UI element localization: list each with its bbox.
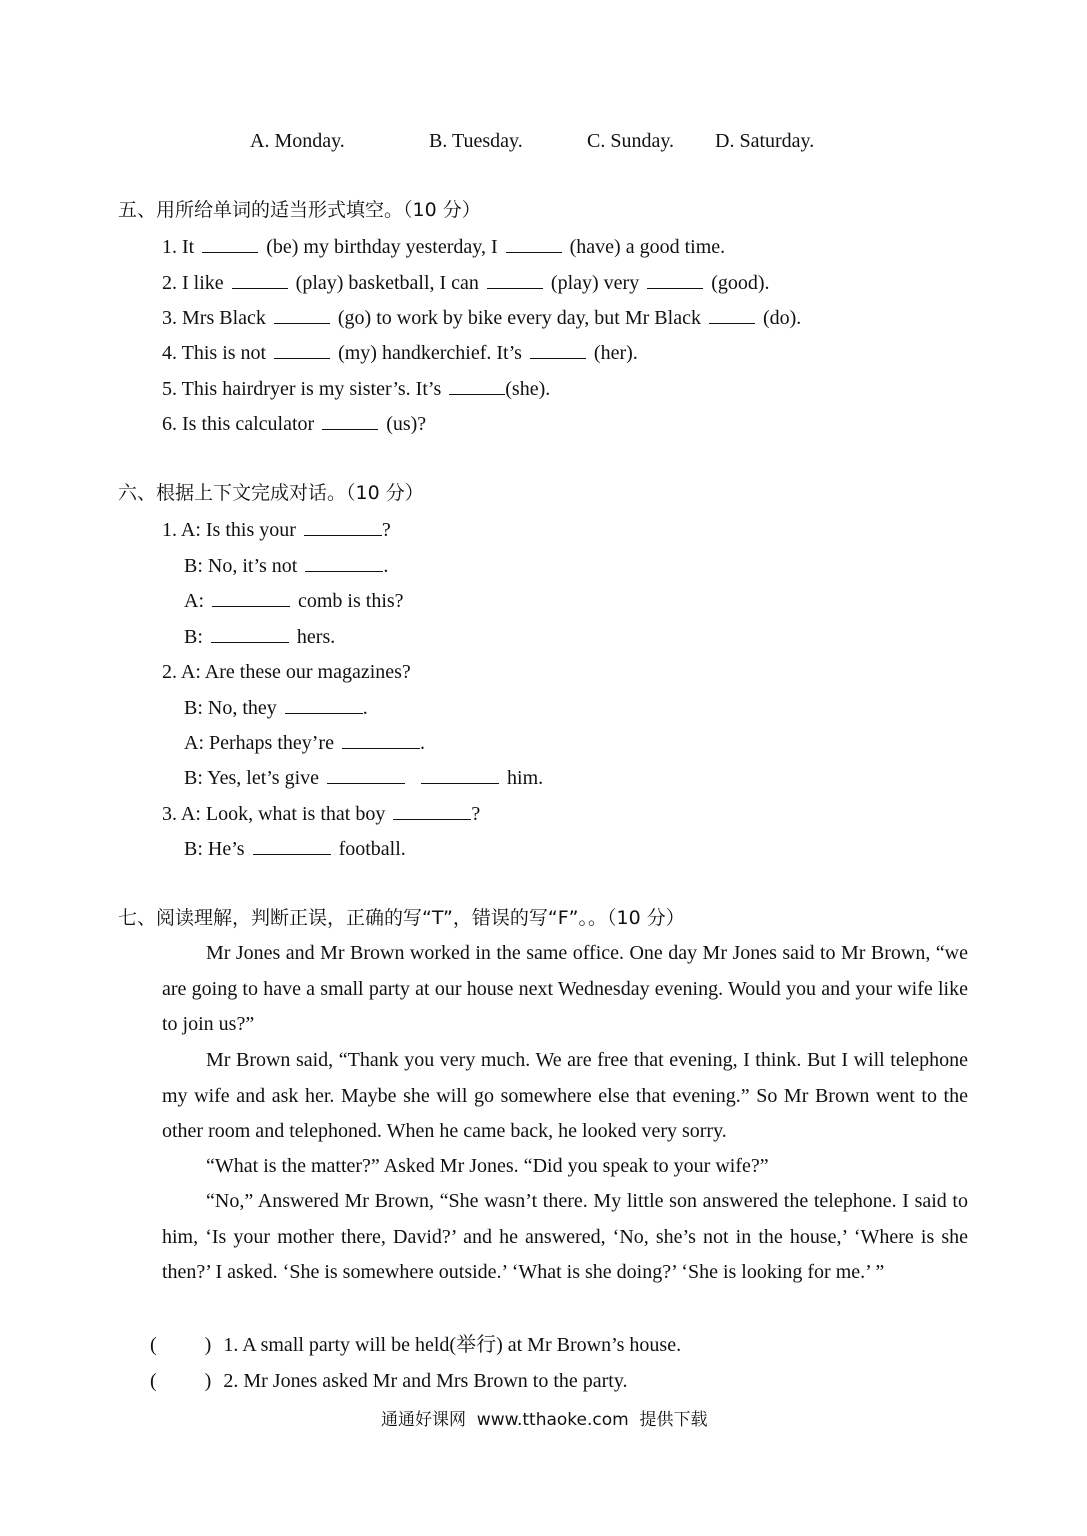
- answer-blank[interactable]: [487, 274, 543, 289]
- answer-blank[interactable]: [449, 380, 505, 395]
- option-c: C. Sunday.: [587, 130, 675, 152]
- s5-item-text: 3. Mrs Black: [162, 307, 266, 329]
- s5-item-text: (be) my birthday yesterday, I: [266, 236, 498, 258]
- answer-blank[interactable]: [274, 309, 330, 324]
- reading-paragraph-2: Mr Brown said, “Thank you very much. We are free that evening, I think. But I will telephone my wife and ask her. Maybe she will go somewhere else that evening.” So Mr Brown went to the other room and telephoned. When he came back, he looked very sorry.: [162, 1049, 968, 1142]
- s5-item-3: [162, 308, 801, 328]
- dialog-text: B:: [184, 626, 203, 648]
- page-footer: 通通好课网 www.tthaoke.com 提供下载: [381, 1410, 708, 1430]
- s5-item-text: 6. Is this calculator: [162, 413, 315, 435]
- tf-question-1: [150, 1335, 681, 1355]
- s5-item-text: (do).: [762, 307, 802, 329]
- dialog-punct: .: [419, 732, 425, 754]
- s5-item-text: 5. This hairdryer is my sister’s. It’s: [162, 378, 442, 400]
- s5-item-text: 1. It: [162, 236, 195, 258]
- dialog-text: football.: [338, 838, 406, 860]
- s5-item-text: (us)?: [386, 413, 427, 435]
- tf-question-text: 2. Mr Jones asked Mr and Mrs Brown to the party.: [223, 1370, 628, 1392]
- dialog-text: B: No, they: [184, 697, 277, 719]
- dialog-line-2a: 2. A: Are these our magazines?: [162, 661, 411, 683]
- dialog-text: B: Yes, let’s give: [184, 767, 320, 789]
- dialog-text: 1. A: Is this your: [162, 519, 296, 541]
- section7-heading: 七、阅读理解，判断正误，正确的写“T”，错误的写“F”。。（10 分）: [118, 907, 685, 929]
- option-a: A. Monday.: [250, 130, 345, 152]
- tf-question-text: 1. A small party will be held(举行) at Mr Brown’s house.: [223, 1334, 682, 1356]
- answer-blank[interactable]: [327, 769, 405, 784]
- s5-item-text: 4. This is not: [162, 342, 267, 364]
- s5-item-text: (have) a good time.: [569, 236, 726, 258]
- s5-item-2: [162, 273, 770, 293]
- dialog-line-2b: [184, 698, 368, 718]
- s5-item-text: 2. I like: [162, 272, 224, 294]
- section5-heading: 五、用所给单词的适当形式填空。（10 分）: [118, 199, 481, 221]
- answer-paren-open[interactable]: (: [150, 1370, 157, 1392]
- s5-item-1: [162, 237, 725, 257]
- reading-paragraph-3: “What is the matter?” Asked Mr Jones. “Did you speak to your wife?”: [206, 1155, 769, 1177]
- dialog-text: him.: [507, 767, 544, 789]
- s5-item-text: (go) to work by bike every day, but Mr Black: [337, 307, 701, 329]
- dialog-line-1c: [184, 591, 404, 611]
- answer-paren-close: ): [204, 1370, 212, 1392]
- answer-blank[interactable]: [285, 699, 363, 714]
- option-d: D. Saturday.: [715, 130, 815, 152]
- dialog-text: 3. A: Look, what is that boy: [162, 803, 386, 825]
- dialog-punct: .: [383, 555, 389, 577]
- dialog-text: comb is this?: [298, 590, 404, 612]
- s5-item-text: (her).: [593, 342, 638, 364]
- dialog-line-3a: [162, 804, 480, 824]
- dialog-line-1a: [162, 520, 391, 540]
- tf-question-2: [150, 1371, 628, 1391]
- answer-blank[interactable]: [305, 557, 383, 572]
- dialog-punct: .: [362, 697, 368, 719]
- answer-blank[interactable]: [421, 769, 499, 784]
- reading-paragraph-4: “No,” Answered Mr Brown, “She wasn’t there. My little son answered the telephone. I said to him, ‘Is your mother there, David?’ and he answered, ‘No, she’s not in the house,’ ‘Where is she then?’ I asked. ‘She is somewhere outside.’ ‘What is she doing?’ ‘She is looking for me.’ ”: [162, 1190, 968, 1283]
- answer-blank[interactable]: [322, 415, 378, 430]
- answer-paren-open[interactable]: (: [150, 1334, 157, 1356]
- answer-blank[interactable]: [530, 344, 586, 359]
- s5-item-text: (my) handkerchief. It’s: [338, 342, 522, 364]
- option-b: B. Tuesday.: [429, 130, 523, 152]
- dialog-line-2d: [184, 768, 543, 788]
- answer-blank[interactable]: [211, 628, 289, 643]
- dialog-punct: ?: [471, 803, 481, 825]
- answer-blank[interactable]: [202, 238, 258, 253]
- s5-item-4: [162, 343, 638, 363]
- answer-blank[interactable]: [253, 840, 331, 855]
- dialog-text: B: He’s: [184, 838, 245, 860]
- dialog-line-2c: [184, 733, 425, 753]
- s5-item-text: (play) very: [550, 272, 640, 294]
- s5-item-text: (she).: [505, 378, 551, 400]
- answer-paren-close: ): [204, 1334, 212, 1356]
- answer-blank[interactable]: [304, 521, 382, 536]
- dialog-text: hers.: [296, 626, 336, 648]
- dialog-text: A: Perhaps they’re: [184, 732, 334, 754]
- s5-item-text: (good).: [711, 272, 770, 294]
- answer-blank[interactable]: [709, 309, 755, 324]
- dialog-text: A:: [184, 590, 204, 612]
- s5-item-text: (play) basketball, I can: [295, 272, 479, 294]
- answer-blank[interactable]: [506, 238, 562, 253]
- dialog-line-1d: [184, 627, 335, 647]
- answer-blank[interactable]: [342, 734, 420, 749]
- answer-blank[interactable]: [393, 805, 471, 820]
- dialog-line-1b: [184, 556, 388, 576]
- reading-paragraph-1: Mr Jones and Mr Brown worked in the same office. One day Mr Jones said to Mr Brown, “we are going to have a small party at our house next Wednesday evening. Would you and your wife like to join us?”: [162, 942, 968, 1035]
- answer-blank[interactable]: [647, 274, 703, 289]
- dialog-punct: ?: [381, 519, 391, 541]
- section6-heading: 六、根据上下文完成对话。（10 分）: [118, 482, 424, 504]
- s5-item-6: [162, 414, 426, 434]
- answer-blank[interactable]: [274, 344, 330, 359]
- s5-item-5: [162, 379, 550, 399]
- dialog-line-3b: [184, 839, 406, 859]
- answer-blank[interactable]: [232, 274, 288, 289]
- dialog-text: B: No, it’s not: [184, 555, 298, 577]
- answer-blank[interactable]: [212, 592, 290, 607]
